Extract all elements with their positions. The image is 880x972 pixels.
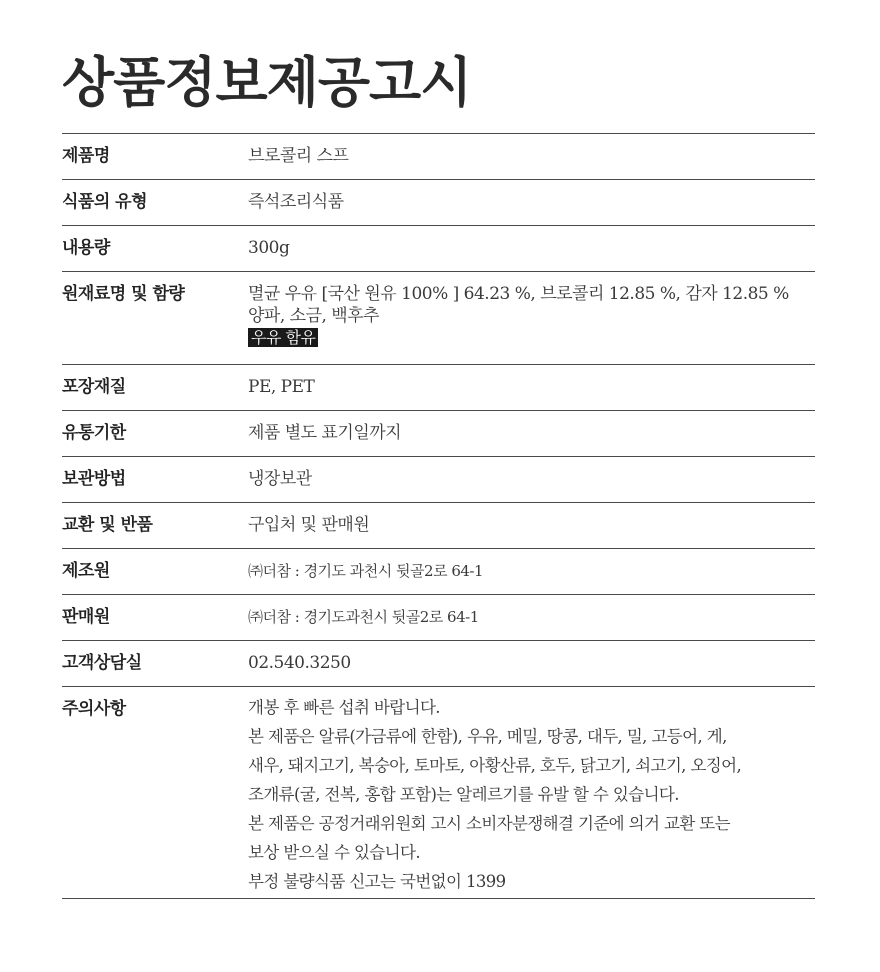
caution-line: 개봉 후 빠른 섭취 바랍니다. xyxy=(248,698,440,717)
value-food-type: 즉석조리식품 xyxy=(248,192,344,212)
caution-line: 새우, 돼지고기, 복숭아, 토마토, 아황산류, 호두, 닭고기, 쇠고기, 오징어, xyxy=(248,756,742,775)
caution-line: 조개류(굴, 전복, 홍합 포함)는 알레르기를 유발 할 수 있습니다. xyxy=(248,785,679,804)
value-seller: ㈜더참 : 경기도과천시 뒷골2로 64-1 xyxy=(248,608,479,626)
product-info-table xyxy=(62,133,815,899)
label-customer-center: 고객상담실 xyxy=(62,653,142,673)
label-ingredients: 원재료명 및 함량 xyxy=(62,284,185,304)
row-exchange xyxy=(62,503,815,549)
row-storage xyxy=(62,457,815,503)
row-seller xyxy=(62,595,815,641)
value-customer-center: 02.540.3250 xyxy=(248,653,351,673)
ingredients-line-2: 양파, 소금, 백후추 xyxy=(248,306,380,326)
row-volume xyxy=(62,226,815,272)
row-manufacturer xyxy=(62,549,815,595)
row-packaging xyxy=(62,365,815,411)
value-caution xyxy=(248,687,815,896)
value-expiry: 제품 별도 표기일까지 xyxy=(248,423,402,443)
label-caution: 주의사항 xyxy=(62,699,126,719)
page-title: 상품정보제공고시 xyxy=(62,50,472,114)
label-storage: 보관방법 xyxy=(62,469,126,489)
row-customer-center xyxy=(62,641,815,687)
row-product-name xyxy=(62,134,815,180)
value-product-name: 브로콜리 스프 xyxy=(248,146,349,166)
caution-line: 부정 불량식품 신고는 국번없이 1399 xyxy=(248,872,506,891)
ingredients-line-1: 멸균 우유 [국산 원유 100% ] 64.23 %, 브로콜리 12.85 %, 감자 12.85 % xyxy=(248,284,789,304)
label-food-type: 식품의 유형 xyxy=(62,192,148,212)
value-packaging: PE, PET xyxy=(248,377,315,397)
caution-line: 본 제품은 공정거래위원회 고시 소비자분쟁해결 기준에 의거 교환 또는 xyxy=(248,814,730,833)
value-volume: 300g xyxy=(248,238,290,258)
row-expiry xyxy=(62,411,815,457)
value-storage: 냉장보관 xyxy=(248,469,312,489)
row-ingredients xyxy=(62,272,815,365)
caution-line: 보상 받으실 수 있습니다. xyxy=(248,843,420,862)
row-food-type xyxy=(62,180,815,226)
value-ingredients xyxy=(248,272,815,350)
label-exchange: 교환 및 반품 xyxy=(62,515,153,535)
label-manufacturer: 제조원 xyxy=(62,561,110,581)
label-product-name: 제품명 xyxy=(62,146,110,166)
caution-line: 본 제품은 알류(가금류에 한함), 우유, 메밀, 땅콩, 대두, 밀, 고등어, 게, xyxy=(248,727,727,746)
allergen-badge: 우유 함유 xyxy=(248,328,318,347)
label-packaging: 포장재질 xyxy=(62,377,126,397)
label-seller: 판매원 xyxy=(62,607,110,627)
label-expiry: 유통기한 xyxy=(62,423,126,443)
label-volume: 내용량 xyxy=(62,238,110,258)
value-manufacturer: ㈜더참 : 경기도 과천시 뒷골2로 64-1 xyxy=(248,562,484,580)
value-exchange: 구입처 및 판매원 xyxy=(248,515,370,535)
row-caution xyxy=(62,687,815,899)
